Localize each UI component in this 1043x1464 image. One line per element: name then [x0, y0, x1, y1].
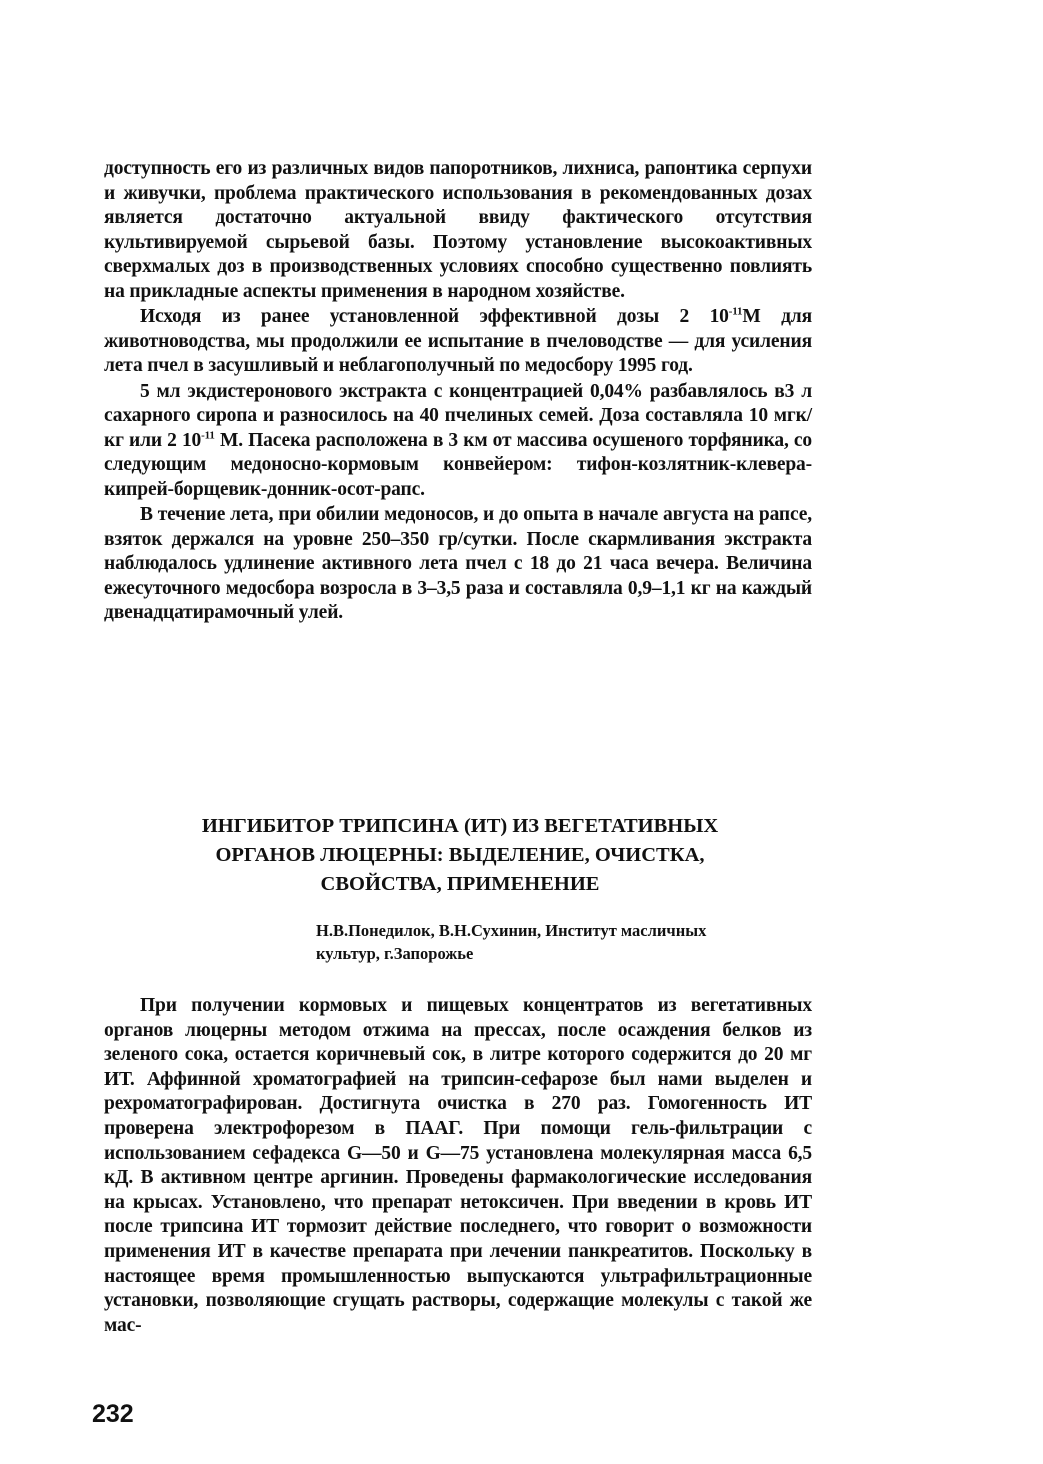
authors-line-1: Н.В.Понедилок, В.Н.Сухинин, Институт масличных — [316, 921, 707, 940]
top-text-section — [104, 157, 812, 626]
article-title-line-3: СВОЙСТВА, ПРИМЕНЕНИЕ — [320, 873, 600, 895]
article-title-line-1: ИНГИБИТОР ТРИПСИНА (ИТ) ИЗ ВЕГЕТАТИВНЫХ — [201, 815, 719, 837]
paragraph-continuation: доступность его из различных видов папоротников, лихниса, рапонтика серпухи и живучки, проблема практического использования в рекомендованных дозах является достаточно актуальной ввиду фактического отсутствия культивируемой сырьевой базы. Поэтому установление высокоактивных сверхмалых доз в производственных условиях способно существенно повлиять на прикладные аспекты применения в народном хозяйстве. — [104, 158, 812, 302]
article-body-paragraph: При получении кормовых и пищевых концентратов из вегетативных органов люцерны методом отжима на прессах, после осаждения белков из зеленого сока, остается коричневый сок, в литре которого содержится до 20 мг ИТ. Аффинной хроматографией на трипсин-сефарозе был нами выделен и рехроматографирован. Достигнута очистка в 270 раз. Гомогенность ИТ проверена электрофорезом в ПААГ. При помощи гель-фильтрации с использованием сефадекса G—50 и G—75 установлена молекулярная масса 6,5 кД. В активном центре аргинин. Проведены фармакологические исследования на крысах. Установлено, что препарат нетоксичен. При введении в кровь ИТ после трипсина ИТ тормозит действие последнего, что говорит о возможности применения ИТ в качестве препарата при лечении панкреатитов. Поскольку в настоящее время промышленностью выпускаются ультрафильтрационные установки, позволяющие сгущать растворы, содержащие молекулы с такой же мас- — [104, 995, 812, 1336]
paragraph-extract-text-b: М. Пасека расположена в 3 км от массива осушеного торфяника, со следующим медоносно-кормовым конвейером: тифон-козлятник-клевера-кипрей-борщевик-донник-осот-рапс. — [104, 429, 812, 500]
paragraph-dose-text-b: М для животноводства, мы продолжили ее испытание в пчеловодстве — для усиления лета пчел в засушливый и неблагополучный по медосбору 1995 год. — [104, 306, 812, 376]
article-authors — [316, 919, 816, 965]
page-number: 232 — [92, 1400, 134, 1428]
paragraph-dose-text-a: Исходя из ранее установленной эффективной дозы 2 10 — [140, 306, 729, 327]
article-title — [110, 812, 810, 899]
paragraph-dose — [104, 305, 812, 379]
authors-line-2: культур, г.Запорожье — [316, 944, 474, 963]
article-body — [104, 993, 812, 1338]
article-title-line-2: ОРГАНОВ ЛЮЦЕРНЫ: ВЫДЕЛЕНИЕ, ОЧИСТКА, — [215, 844, 705, 866]
paragraph-extract — [104, 380, 812, 503]
paragraph-results: В течение лета, при обилии медоносов, и до опыта в начале августа на рапсе, взяток держался на уровне 250–350 гр/сутки. После скармливания экстракта наблюдалось удлинение активного лета пчел с 18 до 21 часа вечера. Величина ежесуточного медосбора возросла в 3–3,5 раза и составляла 0,9–1,1 кг на каждый двенадцатирамочный улей. — [104, 504, 812, 623]
paragraph-dose-exponent: -11 — [728, 305, 743, 318]
paragraph-extract-exponent: -11 — [201, 429, 215, 441]
paragraph-extract-text-a: 5 мл экдистеронового экстракта с концентрацией 0,04% разбавлялось в3 л сахарного сиропа и разносилось на 40 пчелиных семей. Доза составляла 10 мгк/кг или 2 10 — [104, 380, 812, 451]
